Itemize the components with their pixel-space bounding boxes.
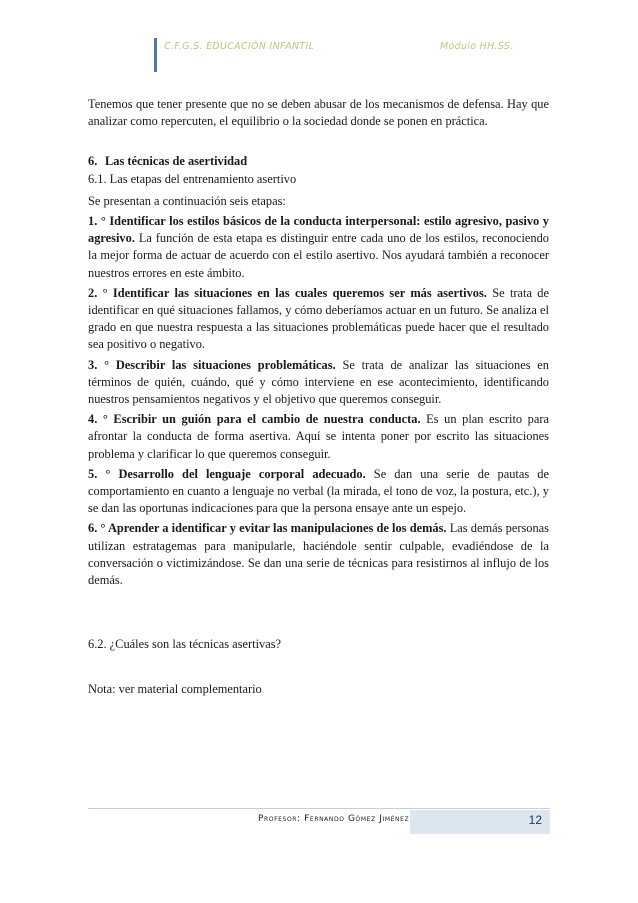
step-text: Las demás personas utilizan estratagemas para manipularle, haciéndole sentir culpable, evadiéndose de la conversación o victimizándose. Se dan una serie de técnicas para resistirnos al influjo de los demás. [88,521,549,588]
step-title: 6. ° Aprender a identificar y evitar las manipulaciones de los demás. [88,521,447,536]
step-text: La función de esta etapa es distinguir entre cada uno de los estilos, reconociendo la mejor forma de actuar de acuerdo con el estilo asertivo. Nos ayudará también a reconocer nuestros errores en este ámbito. [88,231,549,280]
step-title: 1. ° Identificar los estilos básicos de la conducta interpersonal: estilo agresivo, pasivo y agresivo. [88,214,549,246]
intro-paragraph: Tenemos que tener presente que no se deben abusar de los mecanismos de defensa. Hay que analizar como repercuten, el equilibrio o la sociedad donde se ponen en práctica. [88,97,549,129]
section-heading [88,153,549,170]
step-title: 4. ° Escribir un guión para el cambio de nuestra conducta. [88,412,421,427]
step-text: Es un plan escrito para afrontar la conducta de forma asertiva. Aquí se intenta poner por escrito las situaciones problema y clarificar lo que queremos conseguir. [88,412,549,461]
page-body [88,96,549,699]
lead-sentence: Se presentan a continuación seis etapas: [88,193,286,208]
subsection-heading-6-1: 6.1. Las etapas del entrenamiento asertivo [88,171,297,186]
step-paragraph [88,520,549,589]
step-paragraph [88,213,549,282]
footer-professor: Profesor: Fernando Gómez Jiménez [258,814,410,824]
step-paragraph [88,466,549,518]
step-paragraph [88,285,549,354]
section-number: 6. [88,154,98,169]
header-accent-bar [154,38,157,72]
step-paragraph [88,357,549,409]
step-text: Se trata de identificar en qué situaciones fallamos, y cómo deberíamos actuar en un futuro. Se analiza el grado en que nuestra respuesta a las situaciones problemáticas puede hacer que el resultado sea positivo o negativo. [88,285,549,352]
subsection-heading-6-2: 6.2. ¿Cuáles son las técnicas asertivas? [88,637,282,652]
step-text: Se dan una serie de pautas de comportamiento en cuanto a lenguaje no verbal (la mirada, el tono de voz, la postura, etc.), y se dan las oportunas indicaciones para que la persona ensaye ante un espejo. [88,466,549,516]
page-number: 12 [528,813,542,827]
step-title: 3. ° Describir las situaciones problemáticas. [88,357,336,372]
section-title: Las técnicas de asertividad [105,154,248,169]
step-title: 2. ° Identificar las situaciones en las cuales queremos ser más asertivos. [88,285,487,300]
header-course: C.F.G.S. EDUCACIÓN INFANTIL [164,41,315,52]
step-title: 5. ° Desarrollo del lenguaje corporal adecuado. [88,466,366,481]
page-number-box [410,810,550,834]
header-module: Módulo HH.SS. [440,41,514,52]
note-text: Nota: ver material complementario [88,682,262,697]
footer-divider [88,808,550,809]
step-paragraph [88,411,549,463]
step-text: Se trata de analizar las situaciones en términos de quién, cuándo, qué y cómo interviene en ese acontecimiento, identificando nuestros pensamientos negativos y el objetivo que queremos conseguir. [88,357,549,407]
